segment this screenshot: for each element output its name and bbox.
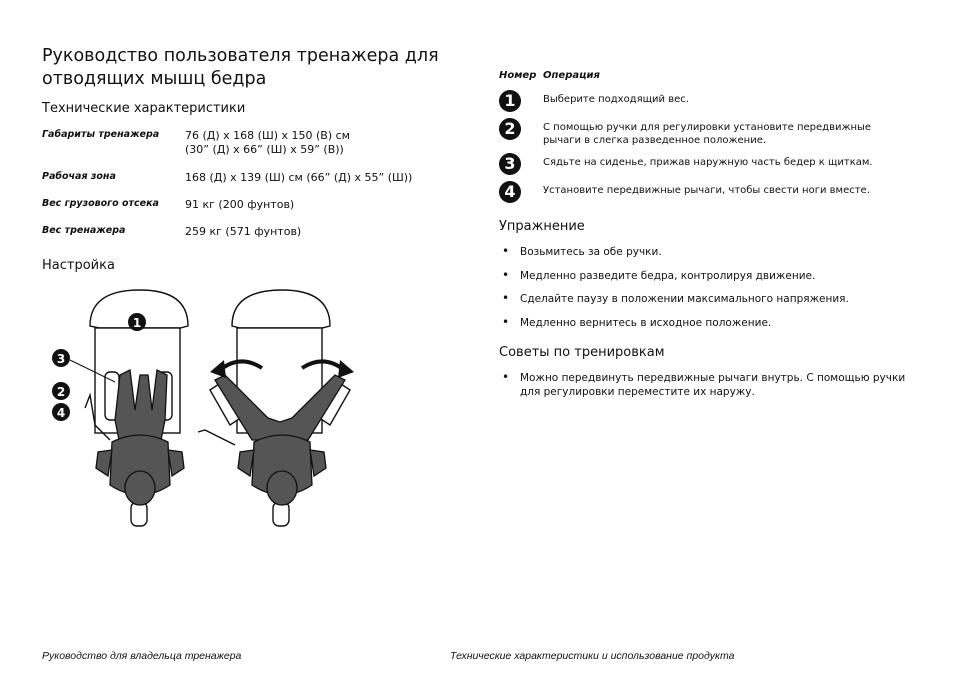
spec-label-dimensions: Габариты тренажера <box>42 129 160 140</box>
arm-left-open <box>238 450 254 476</box>
exercise-item-1: Возьмитесь за обе ручки. <box>520 246 662 258</box>
spec-value-dimensions <box>185 129 445 156</box>
exercise-item-2: Медленно разведите бедра, контролируя движение. <box>520 270 816 282</box>
col-header-operation: Операция <box>543 70 600 81</box>
specs-heading: Технические характеристики <box>42 101 246 116</box>
callout-2-label: 2 <box>56 385 66 399</box>
tips-heading: Советы по тренировкам <box>499 345 665 360</box>
footer-right: Технические характеристики и использование продукта <box>450 650 735 662</box>
spec-value-dimensions-line1: 76 (Д) x 168 (Ш) x 150 (В) см <box>185 129 350 142</box>
callout-4-label: 4 <box>56 406 66 420</box>
step-4-text: Установите передвижные рычаги, чтобы свести ноги вместе. <box>543 185 870 196</box>
setup-heading: Настройка <box>42 258 115 273</box>
bullet-icon: • <box>502 315 510 329</box>
head-open <box>267 471 297 505</box>
step-1-text: Выберите подходящий вес. <box>543 94 689 105</box>
spec-label-weightstack: Вес грузового отсека <box>42 198 159 209</box>
spec-value-workarea: 168 (Д) x 139 (Ш) см (66” (Д) x 55” (Ш)) <box>185 171 413 184</box>
spec-value-dimensions-line2: (30” (Д) x 66” (Ш) x 59” (В)) <box>185 142 344 156</box>
step-4-number-icon: 4 <box>499 181 521 203</box>
spec-label-workarea: Рабочая зона <box>42 171 116 182</box>
spec-label-machine-weight: Вес тренажера <box>42 225 126 236</box>
head-closed <box>125 471 155 505</box>
arm-right-closed <box>168 450 184 476</box>
callout-2 <box>52 382 70 400</box>
callout-1-label: 1 <box>132 316 142 330</box>
step-3-text: Сядьте на сиденье, прижав наружную часть бедер к щиткам. <box>543 157 873 168</box>
setup-illustration <box>40 280 370 540</box>
callout-3-label: 3 <box>56 352 66 366</box>
step-1-number-icon: 1 <box>499 90 521 112</box>
step-2-text: С помощью ручки для регулировки установите передвижные рычаги в слегка разведенное положение. <box>543 122 872 146</box>
arm-left-closed <box>96 450 112 476</box>
callout-1 <box>128 313 146 331</box>
spec-value-weightstack: 91 кг (200 фунтов) <box>185 198 295 211</box>
col-header-number: Номер <box>499 70 537 81</box>
callout-4 <box>52 403 70 421</box>
backrest-right <box>232 290 330 328</box>
spec-value-machine-weight: 259 кг (571 фунтов) <box>185 225 302 238</box>
page-title: Руководство пользователя тренажера для отводящих мышц бедра <box>42 46 439 89</box>
footer-left: Руководство для владельца тренажера <box>42 650 242 662</box>
step-3-number-icon: 3 <box>499 153 521 175</box>
exercise-heading: Упражнение <box>499 219 585 234</box>
bullet-icon: • <box>502 291 510 305</box>
bullet-icon: • <box>502 244 510 258</box>
lever-right <box>198 430 235 445</box>
exercise-item-3: Сделайте паузу в положении максимального напряжения. <box>520 293 849 305</box>
bullet-icon: • <box>502 268 510 282</box>
arm-right-open <box>310 450 326 476</box>
exercise-item-4: Медленно вернитесь в исходное положение. <box>520 317 772 329</box>
tips-item-1: Можно передвинуть передвижные рычаги внутрь. С помощью ручки для регулировки переместите их наружу. <box>520 372 906 398</box>
step-2-number-icon: 2 <box>499 118 521 140</box>
bullet-icon: • <box>502 370 510 384</box>
legs-closed <box>115 370 167 445</box>
